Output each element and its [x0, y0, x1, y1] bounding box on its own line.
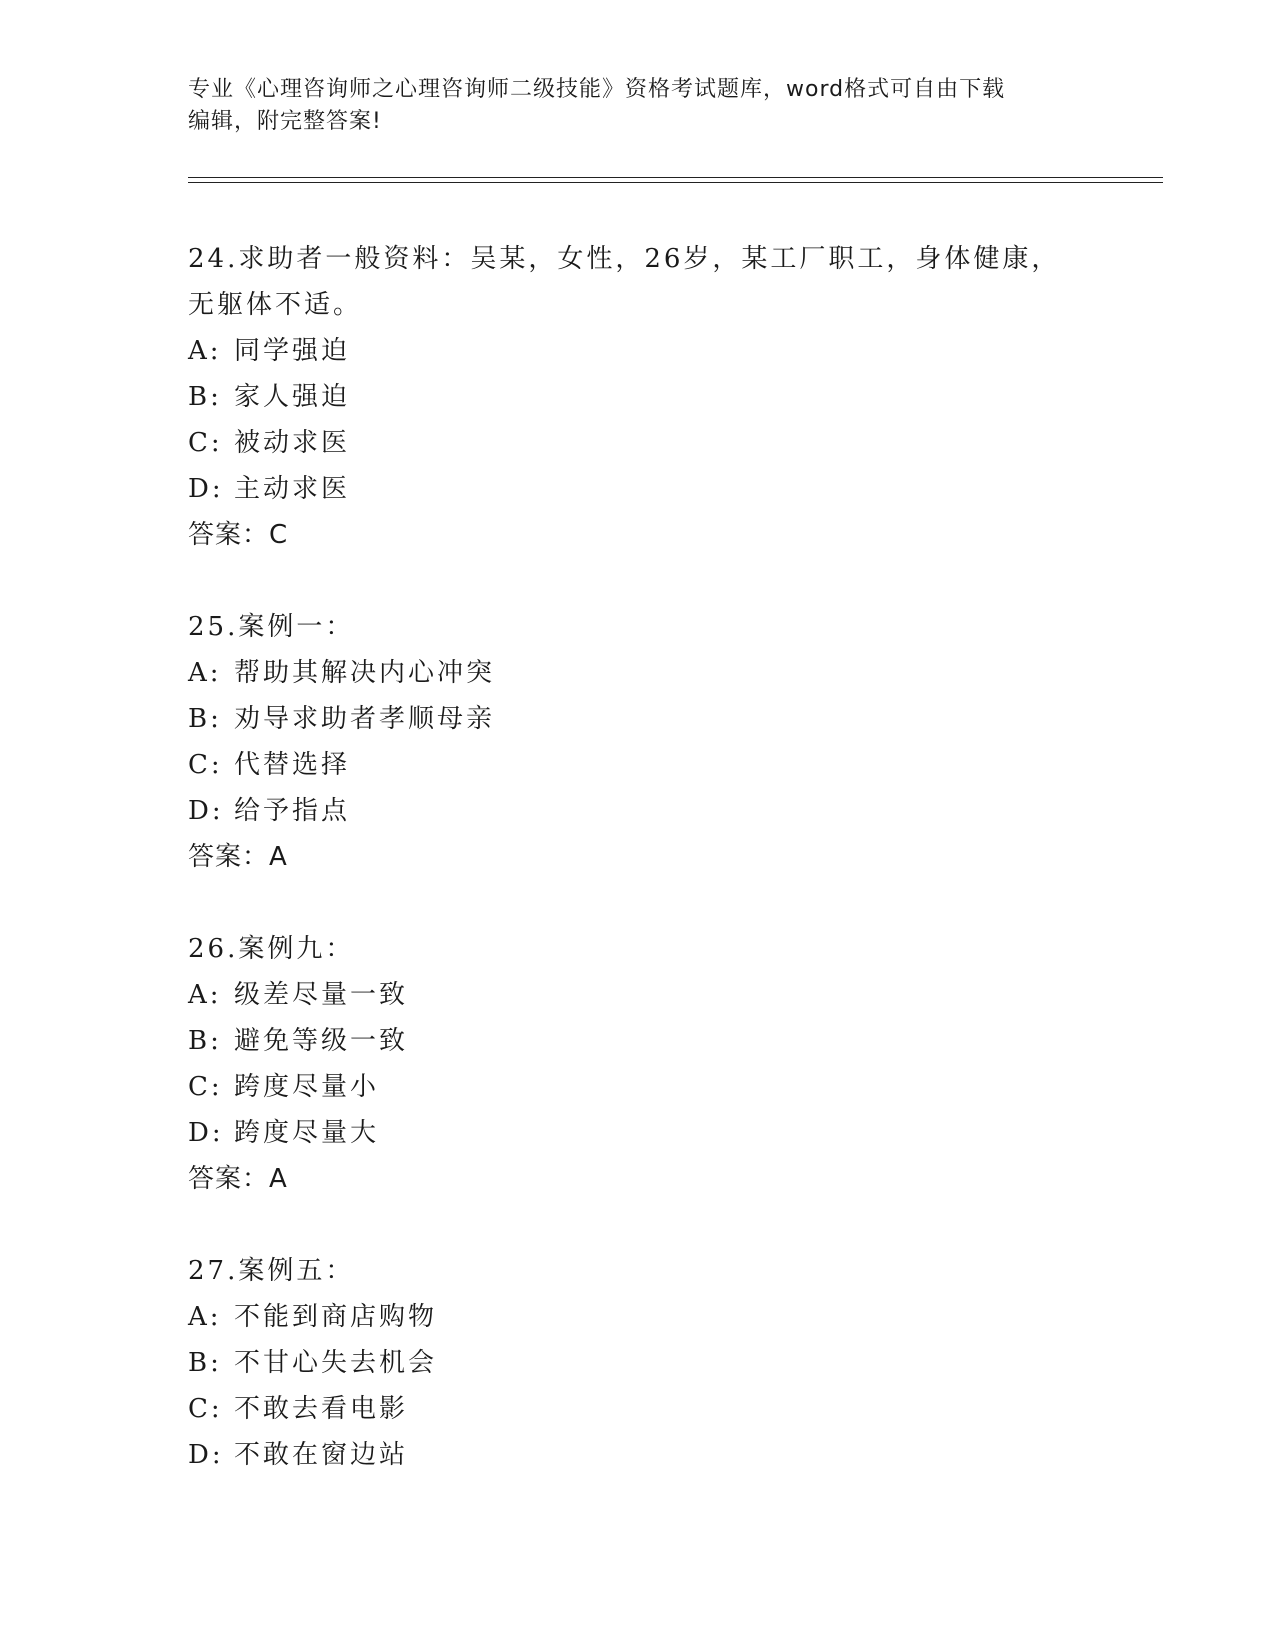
option-a — [188, 328, 1088, 374]
option-text: 不能到商店购物 — [234, 1302, 438, 1332]
option-b — [188, 1340, 1088, 1386]
option-text: 不敢去看电影 — [234, 1394, 409, 1424]
option-a — [188, 1294, 1088, 1340]
option-text: 被动求医 — [234, 428, 351, 458]
option-c — [188, 1386, 1088, 1432]
question-27 — [188, 1248, 1088, 1478]
option-key: D: — [188, 796, 224, 826]
header-line-1: 专业《心理咨询师之心理咨询师二级技能》资格考试题库，word格式可自由下载 — [188, 77, 1006, 102]
option-text: 不甘心失去机会 — [234, 1348, 438, 1378]
option-key: B: — [188, 1348, 222, 1378]
option-text: 同学强迫 — [234, 336, 351, 366]
header-divider-top — [188, 177, 1163, 178]
option-c — [188, 1064, 1088, 1110]
option-key: C: — [188, 1394, 223, 1424]
question-text: 25.案例一： — [188, 612, 355, 642]
option-text: 避免等级一致 — [234, 1026, 409, 1056]
option-text: 跨度尽量小 — [234, 1072, 380, 1102]
answer-line: 答案：C — [188, 520, 289, 550]
option-b — [188, 1018, 1088, 1064]
option-d — [188, 466, 1088, 512]
option-text: 不敢在窗边站 — [234, 1440, 409, 1470]
option-key: B: — [188, 382, 222, 412]
option-key: D: — [188, 1118, 224, 1148]
question-25 — [188, 604, 1088, 880]
option-text: 家人强迫 — [234, 382, 351, 412]
option-d — [188, 1110, 1088, 1156]
option-a — [188, 972, 1088, 1018]
question-text: 26.案例九： — [188, 934, 355, 964]
option-text: 劝导求助者孝顺母亲 — [234, 704, 496, 734]
option-text: 代替选择 — [234, 750, 351, 780]
option-text: 帮助其解决内心冲突 — [234, 658, 496, 688]
option-c — [188, 420, 1088, 466]
header-line-2: 编辑，附完整答案! — [188, 109, 382, 134]
question-24 — [188, 236, 1088, 558]
question-text: 27.案例五： — [188, 1256, 355, 1286]
option-text: 给予指点 — [234, 796, 351, 826]
option-d — [188, 788, 1088, 834]
option-text: 主动求医 — [234, 474, 351, 504]
option-key: D: — [188, 474, 224, 504]
question-list — [188, 236, 1088, 1524]
option-text: 级差尽量一致 — [234, 980, 409, 1010]
question-26 — [188, 926, 1088, 1202]
option-key: B: — [188, 704, 222, 734]
option-a — [188, 650, 1088, 696]
option-b — [188, 374, 1088, 420]
question-text: 24.求助者一般资料：吴某，女性，26岁，某工厂职工，身体健康，无躯体不适。 — [188, 244, 1061, 320]
option-key: B: — [188, 1026, 222, 1056]
option-key: C: — [188, 750, 223, 780]
option-text: 跨度尽量大 — [234, 1118, 380, 1148]
answer-line: 答案：A — [188, 842, 288, 872]
header-divider-bottom — [188, 182, 1163, 183]
option-key: A: — [188, 658, 222, 688]
option-d — [188, 1432, 1088, 1478]
option-c — [188, 742, 1088, 788]
option-key: C: — [188, 428, 223, 458]
option-key: A: — [188, 336, 222, 366]
option-key: C: — [188, 1072, 223, 1102]
option-key: D: — [188, 1440, 224, 1470]
option-b — [188, 696, 1088, 742]
answer-line: 答案：A — [188, 1164, 288, 1194]
document-header — [188, 74, 1088, 138]
option-key: A: — [188, 980, 222, 1010]
option-key: A: — [188, 1302, 222, 1332]
